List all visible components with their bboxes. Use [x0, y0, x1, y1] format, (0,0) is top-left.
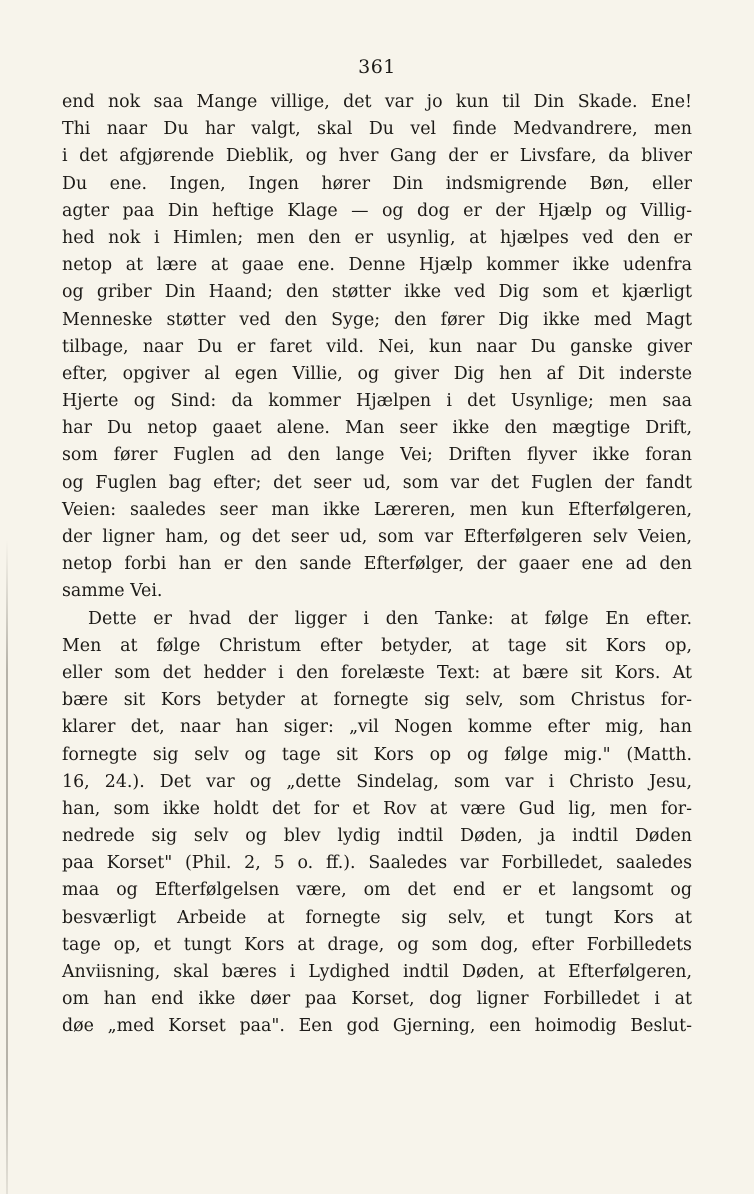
text-line: Veien: saaledes seer man ikke Læreren, men kun Efterfølgeren, — [62, 499, 692, 520]
text-line: fornegte sig selv og tage sit Kors op og følge mig." (Matth. — [62, 744, 692, 765]
text-line: og Fuglen bag efter; det seer ud, som var det Fuglen der fandt — [62, 472, 692, 493]
paragraph-start-line: Dette er hvad der ligger i den Tanke: at følge En efter. — [88, 608, 692, 629]
text-line: som fører Fuglen ad den lange Vei; Driften flyver ikke foran — [62, 445, 692, 466]
text-line: der ligner ham, og det seer ud, som var Efterfølgeren selv Veien, — [62, 527, 692, 547]
text-line: bære sit Kors betyder at fornegte sig selv, som Christus for- — [62, 690, 692, 711]
text-line: han, som ikke holdt det for et Rov at være Gud lig, men for- — [62, 798, 692, 819]
text-line: eller som det hedder i den forelæste Text: at bære sit Kors. At — [62, 662, 692, 683]
text-line: tage op, et tungt Kors at drage, og som dog, efter Forbilledets — [62, 934, 692, 955]
text-line: har Du netop gaaet alene. Man seer ikke den mægtige Drift, — [62, 418, 692, 439]
text-line: netop forbi han er den sande Efterfølger, der gaaer ene ad den — [62, 554, 692, 575]
text-line: paa Korset" (Phil. 2, 5 o. ff.). Saaledes var Forbilledet, saaledes — [62, 853, 692, 874]
text-line: maa og Efterfølgelsen være, om det end er et langsomt og — [62, 880, 692, 901]
text-line: tilbage, naar Du er faret vild. Nei, kun naar Du ganske giver — [62, 336, 692, 357]
text-line: Du ene. Ingen, Ingen hører Din indsmigrende Bøn, eller — [62, 173, 692, 194]
text-line: om han end ikke døer paa Korset, dog ligner Forbilledet i at — [62, 989, 692, 1010]
page-number: 361 — [358, 56, 396, 78]
text-line: og griber Din Haand; den støtter ikke ved Dig som et kjærligt — [62, 282, 692, 303]
text-line: Hjerte og Sind: da kommer Hjælpen i det Usynlige; men saa — [62, 391, 692, 412]
text-line: klarer det, naar han siger: „vil Nogen komme efter mig, han — [62, 717, 692, 738]
text-line: i det afgjørende Dieblik, og hver Gang der er Livsfare, da bliver — [62, 146, 692, 167]
text-line: døe „med Korset paa". Een god Gjerning, een hoimodig Beslut- — [62, 1016, 692, 1037]
text-line: Thi naar Du har valgt, skal Du vel finde Medvandrere, men — [62, 119, 692, 140]
text-line: Menneske støtter ved den Syge; den fører Dig ikke med Magt — [62, 309, 692, 330]
body-text — [62, 89, 692, 1041]
text-line: agter paa Din heftige Klage — og dog er der Hjælp og Villig- — [62, 200, 692, 221]
text-line: nedrede sig selv og blev lydig indtil Døden, ja indtil Døden — [62, 826, 692, 847]
text-line: hed nok i Himlen; men den er usynlig, at hjælpes ved den er — [62, 227, 692, 248]
paragraph-end-line: samme Vei. — [62, 581, 163, 602]
text-line: besværligt Arbeide at fornegte sig selv, et tungt Kors at — [62, 907, 692, 928]
text-line: Men at følge Christum efter betyder, at tage sit Kors op, — [62, 635, 692, 656]
page-binding-edge — [6, 540, 8, 1194]
text-line: 16, 24.). Det var og „dette Sindelag, som var i Christo Jesu, — [62, 771, 692, 792]
text-line: efter, opgiver al egen Villie, og giver Dig hen af Dit inderste — [62, 363, 692, 384]
text-line: Anviisning, skal bæres i Lydighed indtil Døden, at Efterfølgeren, — [62, 962, 692, 982]
text-line: end nok saa Mange villige, det var jo kun til Din Skade. Ene! — [62, 92, 692, 112]
text-line: netop at lære at gaae ene. Denne Hjælp kommer ikke udenfra — [62, 255, 692, 276]
